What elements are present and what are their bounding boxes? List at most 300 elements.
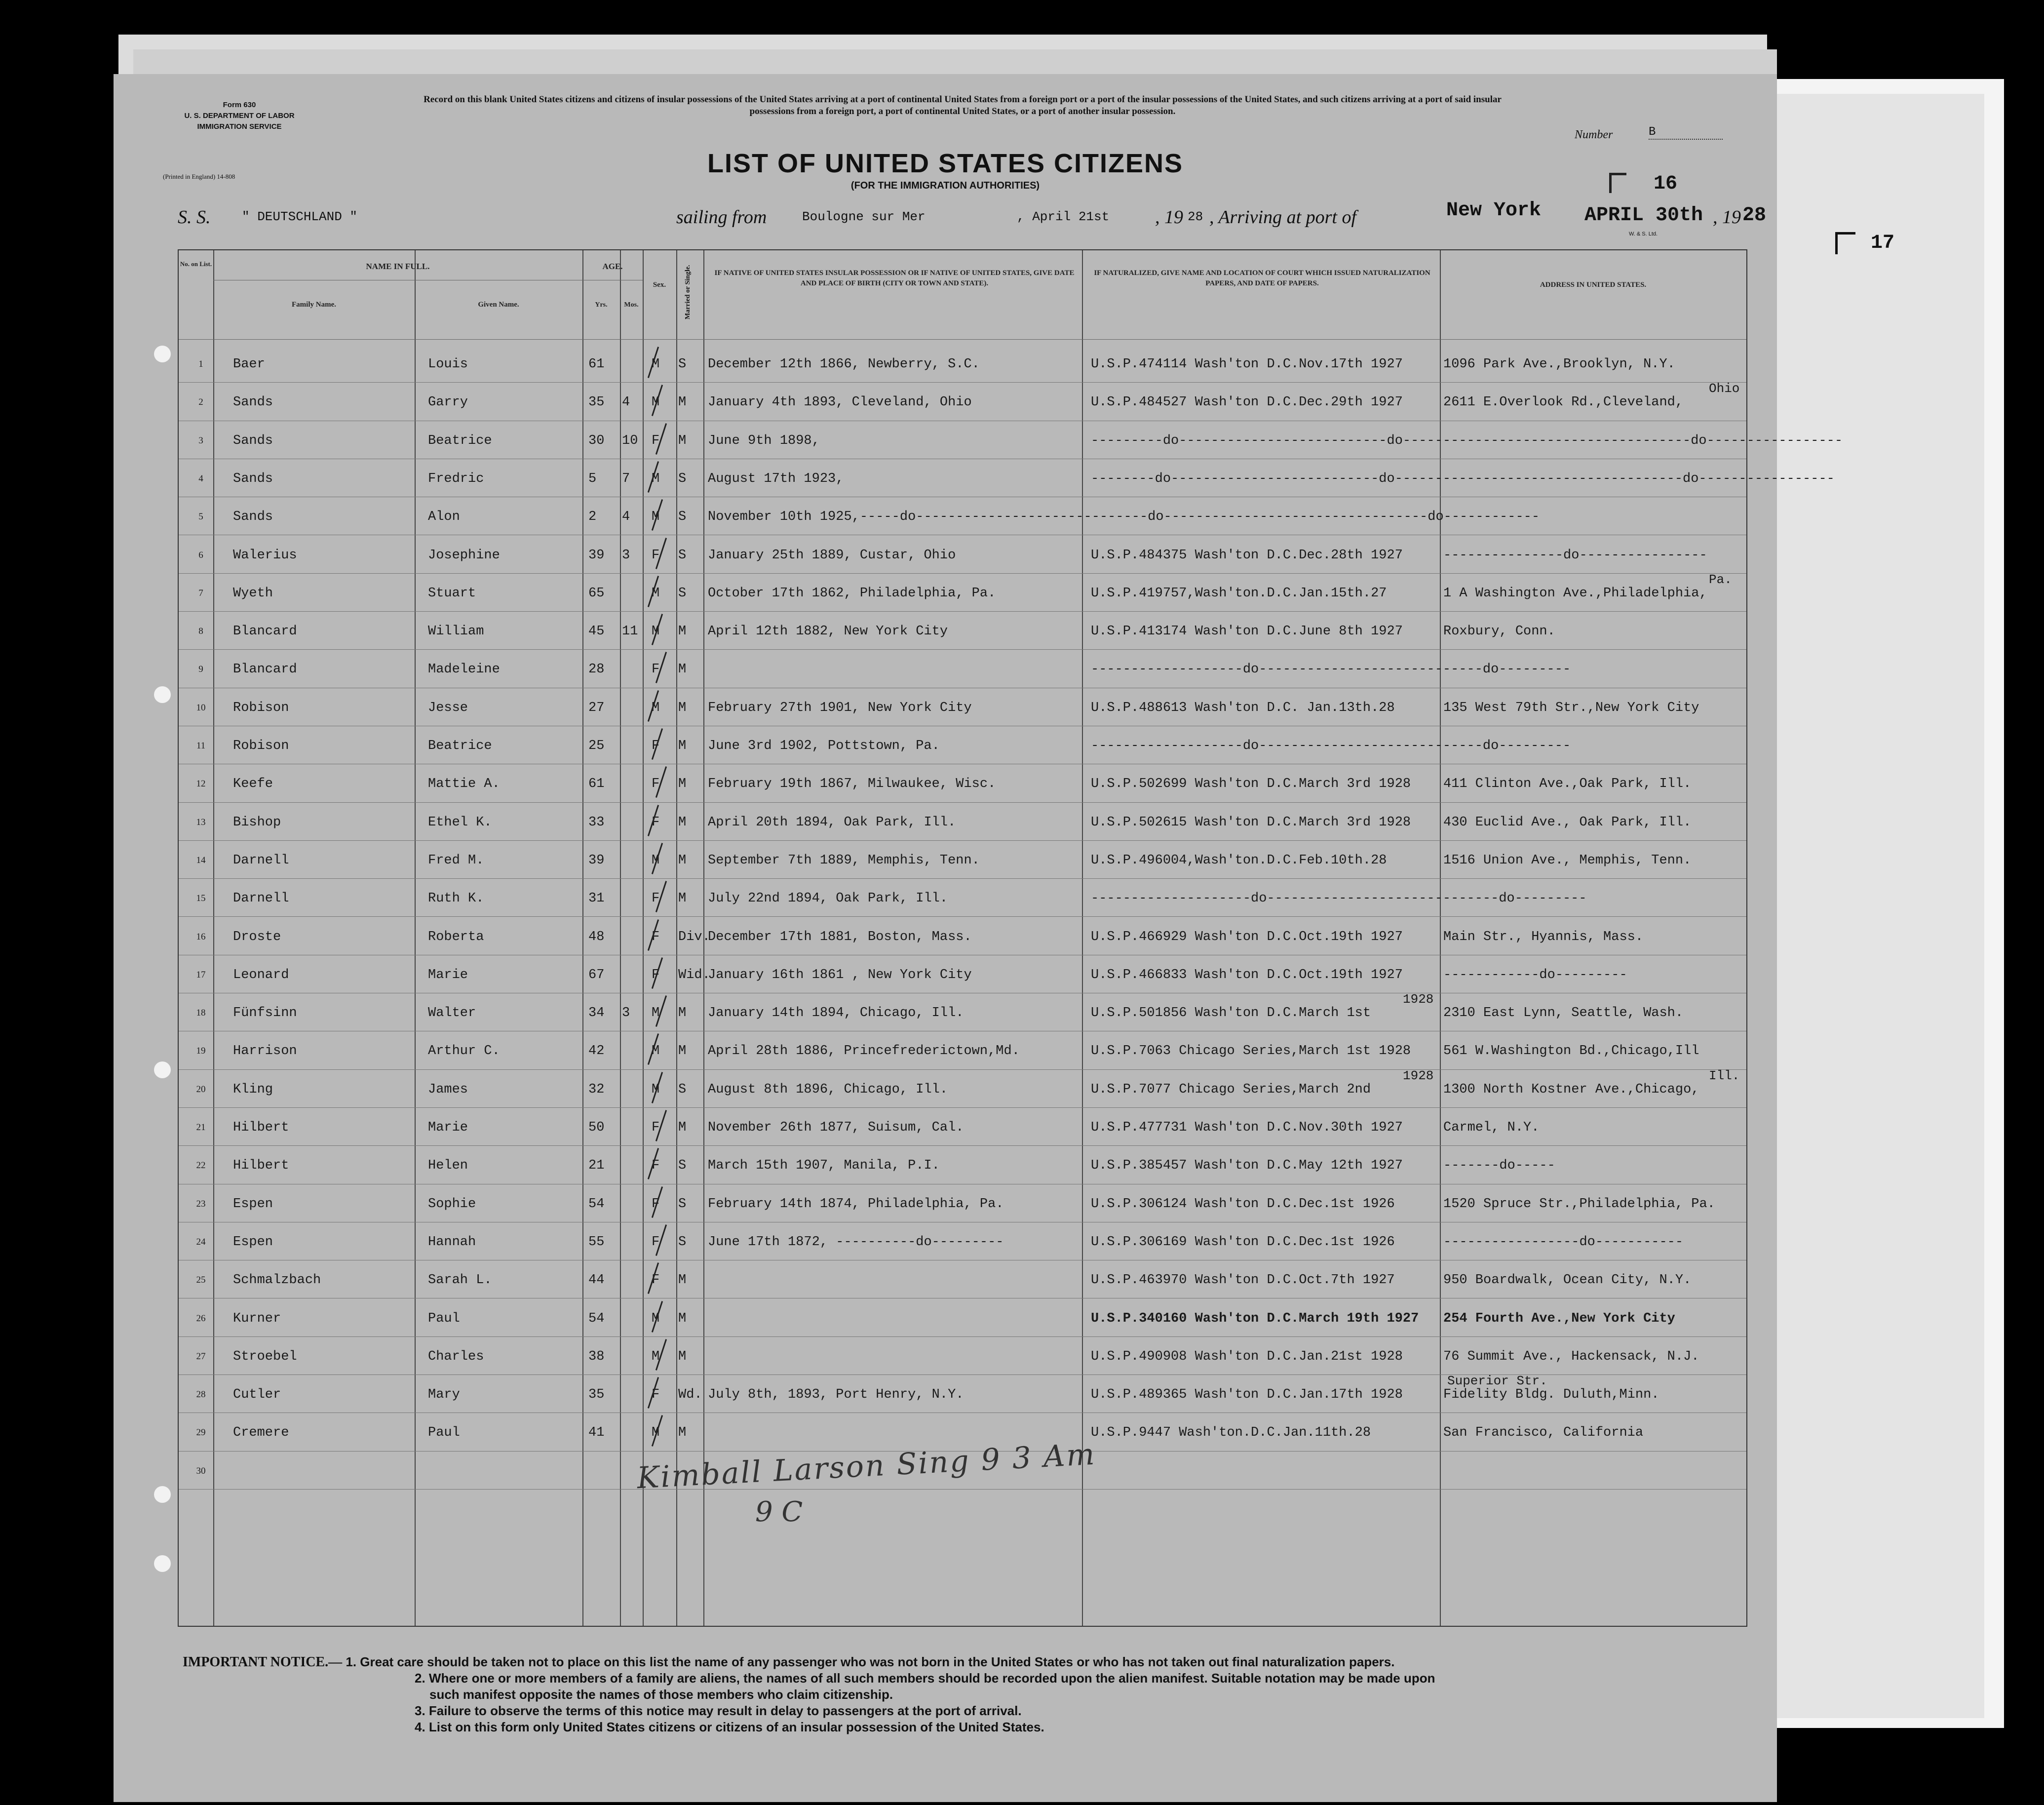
birth-info: November 26th 1877, Suisum, Cal. bbox=[708, 1120, 964, 1135]
sex: M bbox=[652, 395, 660, 410]
sail-date: , April 21st bbox=[1017, 209, 1110, 224]
age-years: 67 bbox=[588, 967, 605, 982]
given-name: Arthur C. bbox=[428, 1044, 500, 1059]
address-note: Superior Str. bbox=[1447, 1373, 1547, 1389]
address: 2310 East Lynn, Seattle, Wash. bbox=[1443, 1006, 1684, 1021]
marital-status: S bbox=[678, 471, 687, 486]
row-number: 19 bbox=[196, 1046, 206, 1057]
voyage-line bbox=[178, 199, 1767, 231]
printer-mark: (Printed in England) 14-808 bbox=[163, 173, 235, 180]
handwritten-signature: Kimball Larson Sing 9 3 Am bbox=[636, 1437, 1097, 1496]
sex: F bbox=[652, 1234, 660, 1250]
naturalization: U.S.P.385457 Wash'ton D.C.May 12th 1927 bbox=[1091, 1158, 1403, 1174]
family-name: Hilbert bbox=[233, 1158, 289, 1174]
birth-info: January 25th 1889, Custar, Ohio bbox=[708, 548, 956, 563]
sex: F bbox=[652, 433, 660, 448]
birth-info: July 22nd 1894, Oak Park, Ill. bbox=[708, 891, 948, 906]
table-row bbox=[179, 344, 1746, 382]
given-name: Paul bbox=[428, 1425, 460, 1441]
arriving-label: , Arriving at port of bbox=[1209, 207, 1357, 228]
col-address: ADDRESS IN UNITED STATES. bbox=[1540, 281, 1647, 289]
family-name: Schmalzbach bbox=[233, 1273, 321, 1288]
marital-status: S bbox=[678, 1082, 687, 1097]
manifest-sheet bbox=[114, 74, 1843, 1802]
notice-item: such manifest opposite the names of those members who claim citizenship. bbox=[429, 1687, 893, 1702]
arrive-year-prefix: , 19 bbox=[1713, 207, 1741, 228]
table-row bbox=[179, 802, 1746, 840]
age-years: 38 bbox=[588, 1349, 605, 1364]
handwritten-initials: 9 C bbox=[755, 1496, 803, 1528]
birth-info: November 10th 1925,-----do-----------------------------do---------------------------------do------------ bbox=[708, 510, 1540, 525]
marital-status: Div. bbox=[678, 929, 710, 944]
address: 1300 North Kostner Ave.,Chicago, bbox=[1443, 1082, 1699, 1097]
marital-status: M bbox=[678, 1120, 687, 1135]
address: 1516 Union Ave., Memphis, Tenn. bbox=[1443, 853, 1692, 868]
row-number: 23 bbox=[196, 1198, 206, 1209]
marital-status: M bbox=[678, 662, 687, 677]
naturalization: U.S.P.419757,Wash'ton.D.C.Jan.15th.27 bbox=[1091, 586, 1387, 601]
birth-info: April 20th 1894, Oak Park, Ill. bbox=[708, 815, 956, 830]
notice-item: 3. Failure to observe the terms of this notice may result in delay to passengers at the port of arrival. bbox=[415, 1703, 1022, 1718]
address: 76 Summit Ave., Hackensack, N.J. bbox=[1443, 1349, 1699, 1364]
family-name: Sands bbox=[233, 510, 273, 525]
family-name: Sands bbox=[233, 433, 273, 448]
table-row bbox=[179, 1336, 1746, 1374]
sex: M bbox=[652, 1349, 660, 1364]
naturalization: U.S.P.466929 Wash'ton D.C.Oct.19th 1927 bbox=[1091, 929, 1403, 944]
address-note: Ohio bbox=[1709, 381, 1740, 396]
address: 1 A Washington Ave.,Philadelphia, bbox=[1443, 586, 1707, 601]
birth-info: June 3rd 1902, Pottstown, Pa. bbox=[708, 739, 940, 753]
family-name: Robison bbox=[233, 700, 289, 715]
sex: F bbox=[652, 1387, 660, 1403]
naturalization: U.S.P.466833 Wash'ton D.C.Oct.19th 1927 bbox=[1091, 967, 1403, 982]
family-name: Espen bbox=[233, 1196, 273, 1212]
family-name: Stroebel bbox=[233, 1349, 297, 1364]
given-name: Josephine bbox=[428, 548, 500, 563]
address: 1520 Spruce Str.,Philadelphia, Pa. bbox=[1443, 1196, 1715, 1212]
family-name: Hilbert bbox=[233, 1120, 289, 1135]
birth-info: February 19th 1867, Milwaukee, Wisc. bbox=[708, 777, 996, 792]
family-name: Harrison bbox=[233, 1044, 297, 1059]
marital-status: M bbox=[678, 433, 687, 448]
sex: M bbox=[652, 1082, 660, 1097]
col-sex: Sex. bbox=[653, 281, 666, 289]
table-row bbox=[179, 573, 1746, 611]
col-birth: IF NATIVE OF UNITED STATES INSULAR POSSESSION OR IF NATIVE OF UNITED STATES, GIVE DATE AND PLACE OF BIRTH (CITY OR TOWN AND STATE). bbox=[714, 269, 1075, 287]
naturalization: U.S.P.501856 Wash'ton D.C.March 1st bbox=[1091, 1006, 1371, 1021]
sex: F bbox=[652, 1120, 660, 1135]
family-name: Darnell bbox=[233, 891, 289, 906]
address-note: Ill. bbox=[1709, 1068, 1740, 1083]
row-number: 21 bbox=[196, 1122, 206, 1133]
form-identity bbox=[158, 100, 321, 132]
table-row bbox=[179, 1184, 1746, 1221]
sex: F bbox=[652, 815, 660, 830]
sex: F bbox=[652, 929, 660, 944]
sail-year: 28 bbox=[1188, 209, 1203, 224]
marital-status: Wd. bbox=[678, 1387, 702, 1403]
given-name: William bbox=[428, 624, 484, 639]
sex: F bbox=[652, 739, 660, 753]
birth-info: April 28th 1886, Princefrederictown,Md. bbox=[708, 1044, 1020, 1059]
address: ------------do--------- bbox=[1443, 967, 1627, 982]
sex: F bbox=[652, 1273, 660, 1288]
naturalization: U.S.P.488613 Wash'ton D.C. Jan.13th.28 bbox=[1091, 700, 1395, 715]
sailing-label: sailing from bbox=[676, 207, 767, 228]
given-name: Alon bbox=[428, 510, 460, 525]
sail-year-prefix: , 19 bbox=[1155, 207, 1183, 228]
passenger-table bbox=[178, 249, 1843, 1627]
arrive-year: 28 bbox=[1742, 204, 1767, 227]
row-number: 29 bbox=[196, 1427, 206, 1438]
age-years: 50 bbox=[588, 1120, 605, 1135]
marital-status: S bbox=[678, 510, 687, 525]
sex: M bbox=[652, 510, 660, 525]
marital-status: S bbox=[678, 1234, 687, 1250]
row-number: 25 bbox=[196, 1275, 206, 1286]
punch-hole bbox=[154, 686, 171, 703]
family-name: Kurner bbox=[233, 1311, 281, 1326]
row-number: 15 bbox=[196, 893, 206, 904]
birth-info: October 17th 1862, Philadelphia, Pa. bbox=[708, 586, 996, 601]
row-number: 11 bbox=[196, 741, 206, 751]
age-months: 4 bbox=[622, 395, 630, 410]
row-number: 28 bbox=[196, 1389, 206, 1400]
age-years: 2 bbox=[588, 510, 597, 525]
age-years: 41 bbox=[588, 1425, 605, 1441]
row-number: 7 bbox=[198, 588, 203, 598]
birth-info: March 15th 1907, Manila, P.I. bbox=[708, 1158, 940, 1174]
age-years: 61 bbox=[588, 777, 605, 792]
marital-status: M bbox=[678, 1425, 687, 1441]
given-name: Mattie A. bbox=[428, 777, 500, 792]
row-number: 17 bbox=[196, 969, 206, 980]
col-family: Family Name. bbox=[292, 301, 336, 309]
naturalization: U.S.P.502615 Wash'ton D.C.March 3rd 1928 bbox=[1091, 815, 1411, 830]
given-name: Walter bbox=[428, 1006, 476, 1021]
family-name: Cutler bbox=[233, 1387, 281, 1403]
sex: M bbox=[652, 624, 660, 639]
given-name: Hannah bbox=[428, 1234, 476, 1250]
sex: M bbox=[652, 1311, 660, 1326]
table-row bbox=[179, 840, 1746, 878]
sex: M bbox=[652, 471, 660, 486]
sex: M bbox=[652, 586, 660, 601]
marital-status: S bbox=[678, 548, 687, 563]
given-name: Charles bbox=[428, 1349, 484, 1364]
address: 254 Fourth Ave.,New York City bbox=[1443, 1311, 1675, 1326]
table-row bbox=[179, 1107, 1746, 1145]
family-name: Keefe bbox=[233, 777, 273, 792]
sex: F bbox=[652, 777, 660, 792]
row-number: 9 bbox=[198, 664, 203, 675]
address: 950 Boardwalk, Ocean City, N.Y. bbox=[1443, 1273, 1692, 1288]
row-number: 22 bbox=[196, 1160, 206, 1171]
age-years: 5 bbox=[588, 471, 597, 486]
age-years: 48 bbox=[588, 929, 605, 944]
age-years: 35 bbox=[588, 1387, 605, 1403]
marital-status: M bbox=[678, 1044, 687, 1059]
given-name: Mary bbox=[428, 1387, 460, 1403]
notice-lead: IMPORTANT NOTICE.— bbox=[183, 1654, 343, 1670]
arrival-port: New York bbox=[1446, 199, 1542, 222]
printer-code: W. & S. Ltd. bbox=[1629, 231, 1658, 237]
side-page-bracket bbox=[1835, 232, 1855, 254]
marital-status: S bbox=[678, 586, 687, 601]
age-months: 7 bbox=[622, 471, 630, 486]
col-mos: Mos. bbox=[624, 301, 639, 309]
form-number: Form 630 bbox=[223, 101, 256, 109]
row-number: 13 bbox=[196, 817, 206, 827]
row-number: 3 bbox=[198, 435, 203, 446]
address: 2611 E.Overlook Rd.,Cleveland, bbox=[1443, 395, 1684, 410]
naturalization: U.S.P.306124 Wash'ton D.C.Dec.1st 1926 bbox=[1091, 1196, 1395, 1212]
birth-info: January 16th 1861 , New York City bbox=[708, 967, 972, 982]
row-number: 6 bbox=[198, 549, 203, 560]
sex: F bbox=[652, 891, 660, 906]
marital-status: M bbox=[678, 700, 687, 715]
address: Main Str., Hyannis, Mass. bbox=[1443, 929, 1644, 944]
marital-status: M bbox=[678, 1273, 687, 1288]
age-years: 55 bbox=[588, 1234, 605, 1250]
sex: F bbox=[652, 548, 660, 563]
marital-status: M bbox=[678, 891, 687, 906]
table-row bbox=[179, 688, 1746, 725]
row-number: 1 bbox=[198, 359, 203, 369]
age-years: 31 bbox=[588, 891, 605, 906]
marital-status: M bbox=[678, 1311, 687, 1326]
sex: F bbox=[652, 967, 660, 982]
marital-status: M bbox=[678, 1006, 687, 1021]
page-title: LIST OF UNITED STATES CITIZENS bbox=[707, 149, 1183, 178]
naturalization-year-note: 1928 bbox=[1403, 992, 1434, 1007]
age-years: 39 bbox=[588, 853, 605, 868]
age-years: 39 bbox=[588, 548, 605, 563]
marital-status: M bbox=[678, 777, 687, 792]
naturalization: U.S.P.489365 Wash'ton D.C.Jan.17th 1928 bbox=[1091, 1387, 1403, 1403]
age-years: 54 bbox=[588, 1196, 605, 1212]
address: Roxbury, Conn. bbox=[1443, 624, 1555, 639]
table-row bbox=[179, 955, 1746, 992]
family-name: Cremere bbox=[233, 1425, 289, 1441]
table-row bbox=[179, 764, 1746, 801]
table-row bbox=[179, 1260, 1746, 1297]
address: 135 West 79th Str.,New York City bbox=[1443, 700, 1699, 715]
row-number: 12 bbox=[196, 779, 206, 789]
address: San Francisco, California bbox=[1443, 1425, 1644, 1441]
age-years: 45 bbox=[588, 624, 605, 639]
page-bracket bbox=[1609, 173, 1626, 193]
age-months: 10 bbox=[622, 433, 638, 448]
given-name: Ruth K. bbox=[428, 891, 484, 906]
important-notice bbox=[183, 1654, 1762, 1735]
punch-hole bbox=[154, 1061, 171, 1078]
given-name: Beatrice bbox=[428, 739, 492, 753]
col-yrs: Yrs. bbox=[595, 301, 608, 309]
marital-status: M bbox=[678, 624, 687, 639]
given-name: Sarah L. bbox=[428, 1273, 492, 1288]
birth-info: April 12th 1882, New York City bbox=[708, 624, 948, 639]
table-row bbox=[179, 878, 1746, 916]
table-row bbox=[179, 535, 1746, 573]
age-years: 42 bbox=[588, 1044, 605, 1059]
family-name: Bishop bbox=[233, 815, 281, 830]
table-row bbox=[179, 993, 1746, 1030]
given-name: Sophie bbox=[428, 1196, 476, 1212]
birth-info: June 9th 1898, bbox=[708, 433, 820, 448]
address: Fidelity Bldg. Duluth,Minn. bbox=[1443, 1387, 1659, 1403]
naturalization: --------do--------------------------do------------------------------------do----------------- bbox=[1091, 471, 1835, 486]
table-row bbox=[179, 726, 1746, 763]
naturalization: U.S.P.484527 Wash'ton D.C.Dec.29th 1927 bbox=[1091, 395, 1403, 410]
row-number: 4 bbox=[198, 473, 203, 484]
punch-hole bbox=[154, 346, 171, 362]
address: -------do----- bbox=[1443, 1158, 1555, 1174]
sex: M bbox=[652, 700, 660, 715]
family-name: Espen bbox=[233, 1234, 273, 1250]
family-name: Sands bbox=[233, 471, 273, 486]
naturalization: U.S.P.7077 Chicago Series,March 2nd bbox=[1091, 1082, 1371, 1097]
number-label: Number bbox=[1575, 128, 1613, 141]
sex: F bbox=[652, 662, 660, 677]
age-years: 33 bbox=[588, 815, 605, 830]
ss-label: S. S. bbox=[178, 207, 211, 228]
department: U. S. DEPARTMENT OF LABOR bbox=[184, 112, 295, 120]
notice-item: 4. List on this form only United States citizens or citizens of an insular possession of the United States. bbox=[415, 1720, 1044, 1734]
sex: F bbox=[652, 1158, 660, 1174]
row-number: 18 bbox=[196, 1008, 206, 1019]
given-name: Marie bbox=[428, 1120, 468, 1135]
table-row bbox=[179, 917, 1746, 954]
row-number: 30 bbox=[196, 1465, 206, 1476]
given-name: Fred M. bbox=[428, 853, 484, 868]
family-name: Leonard bbox=[233, 967, 289, 982]
address: 561 W.Washington Bd.,Chicago,Ill bbox=[1443, 1044, 1699, 1059]
given-name: Marie bbox=[428, 967, 468, 982]
given-name: Paul bbox=[428, 1311, 460, 1326]
family-name: Blancard bbox=[233, 624, 297, 639]
sex: M bbox=[652, 1425, 660, 1441]
given-name: Roberta bbox=[428, 929, 484, 944]
marital-status: M bbox=[678, 815, 687, 830]
table-row bbox=[179, 421, 1843, 458]
service: IMMIGRATION SERVICE bbox=[197, 122, 282, 131]
naturalization: -------------------do----------------------------do--------- bbox=[1091, 739, 1571, 753]
marital-status: S bbox=[678, 1196, 687, 1212]
col-name-in-full: NAME IN FULL. bbox=[366, 262, 430, 271]
given-name: Ethel K. bbox=[428, 815, 492, 830]
col-naturalized: IF NATURALIZED, GIVE NAME AND LOCATION OF COURT WHICH ISSUED NATURALIZATION PAPERS, AND DATE OF PAPERS. bbox=[1094, 269, 1430, 287]
age-years: 65 bbox=[588, 586, 605, 601]
birth-info: February 27th 1901, New York City bbox=[708, 700, 972, 715]
table-row bbox=[179, 1298, 1746, 1336]
address: ---------------do---------------- bbox=[1443, 548, 1707, 563]
naturalization: -------------------do----------------------------do--------- bbox=[1091, 662, 1571, 677]
age-months: 3 bbox=[622, 1006, 630, 1021]
col-given: Given Name. bbox=[478, 301, 519, 309]
naturalization-year-note: 1928 bbox=[1403, 1068, 1434, 1083]
age-years: 21 bbox=[588, 1158, 605, 1174]
naturalization: U.S.P.474114 Wash'ton D.C.Nov.17th 1927 bbox=[1091, 357, 1403, 372]
col-age: AGE. bbox=[602, 262, 623, 271]
family-name: Darnell bbox=[233, 853, 289, 868]
family-name: Baer bbox=[233, 357, 265, 372]
age-years: 30 bbox=[588, 433, 605, 448]
row-number: 20 bbox=[196, 1084, 206, 1095]
sex: M bbox=[652, 853, 660, 868]
birth-info: February 14th 1874, Philadelphia, Pa. bbox=[708, 1196, 1004, 1212]
given-name: Louis bbox=[428, 357, 468, 372]
table-row bbox=[179, 1069, 1746, 1107]
age-years: 28 bbox=[588, 662, 605, 677]
table-row bbox=[179, 382, 1746, 420]
marital-status: M bbox=[678, 1349, 687, 1364]
side-page-number: 17 bbox=[1871, 232, 1895, 254]
family-name: Wyeth bbox=[233, 586, 273, 601]
punch-hole bbox=[154, 1555, 171, 1572]
given-name: Beatrice bbox=[428, 433, 492, 448]
table-row bbox=[179, 1145, 1746, 1183]
row-number: 8 bbox=[198, 626, 203, 637]
next-page-edge-2 bbox=[1777, 94, 1984, 1718]
row-number: 16 bbox=[196, 931, 206, 942]
given-name: Stuart bbox=[428, 586, 476, 601]
table-row bbox=[179, 611, 1746, 649]
naturalization: U.S.P.7063 Chicago Series,March 1st 1928 bbox=[1091, 1044, 1411, 1059]
naturalization: U.S.P.484375 Wash'ton D.C.Dec.28th 1927 bbox=[1091, 548, 1403, 563]
age-years: 27 bbox=[588, 700, 605, 715]
row-number: 26 bbox=[196, 1313, 206, 1324]
age-years: 25 bbox=[588, 739, 605, 753]
sex: M bbox=[652, 357, 660, 372]
family-name: Sands bbox=[233, 395, 273, 410]
sex: F bbox=[652, 1196, 660, 1212]
naturalization: U.S.P.413174 Wash'ton D.C.June 8th 1927 bbox=[1091, 624, 1403, 639]
age-years: 32 bbox=[588, 1082, 605, 1097]
given-name: Madeleine bbox=[428, 662, 500, 677]
age-months: 3 bbox=[622, 548, 630, 563]
row-number: 10 bbox=[196, 702, 206, 713]
address: 411 Clinton Ave.,Oak Park, Ill. bbox=[1443, 777, 1692, 792]
marital-status: S bbox=[678, 357, 687, 372]
address-note: Pa. bbox=[1709, 572, 1732, 587]
age-years: 35 bbox=[588, 395, 605, 410]
family-name: Fünfsinn bbox=[233, 1006, 297, 1021]
address: Carmel, N.Y. bbox=[1443, 1120, 1540, 1135]
birth-info: January 4th 1893, Cleveland, Ohio bbox=[708, 395, 972, 410]
naturalization: U.S.P.502699 Wash'ton D.C.March 3rd 1928 bbox=[1091, 777, 1411, 792]
given-name: Helen bbox=[428, 1158, 468, 1174]
sex: M bbox=[652, 1044, 660, 1059]
notice-item: 2. Where one or more members of a family are aliens, the names of all such members should be recorded upon the alien manifest. Suitable notation may be made upon bbox=[415, 1671, 1435, 1686]
family-name: Blancard bbox=[233, 662, 297, 677]
col-married: Married or Single. bbox=[684, 265, 692, 319]
sex: M bbox=[652, 1006, 660, 1021]
naturalization: U.S.P.306169 Wash'ton D.C.Dec.1st 1926 bbox=[1091, 1234, 1395, 1250]
marital-status: S bbox=[678, 1158, 687, 1174]
number-value: B bbox=[1649, 125, 1723, 140]
table-row bbox=[179, 1374, 1746, 1412]
given-name: Fredric bbox=[428, 471, 484, 486]
naturalization: --------------------do-----------------------------do--------- bbox=[1091, 891, 1587, 906]
row-number: 14 bbox=[196, 855, 206, 865]
birth-info: August 17th 1923, bbox=[708, 471, 844, 486]
birth-info: December 12th 1866, Newberry, S.C. bbox=[708, 357, 980, 372]
page-subtitle: (FOR THE IMMIGRATION AUTHORITIES) bbox=[850, 180, 1040, 191]
arrival-date: APRIL 30th bbox=[1584, 204, 1703, 227]
naturalization: U.S.P.9447 Wash'ton.D.C.Jan.11th.28 bbox=[1091, 1425, 1371, 1441]
